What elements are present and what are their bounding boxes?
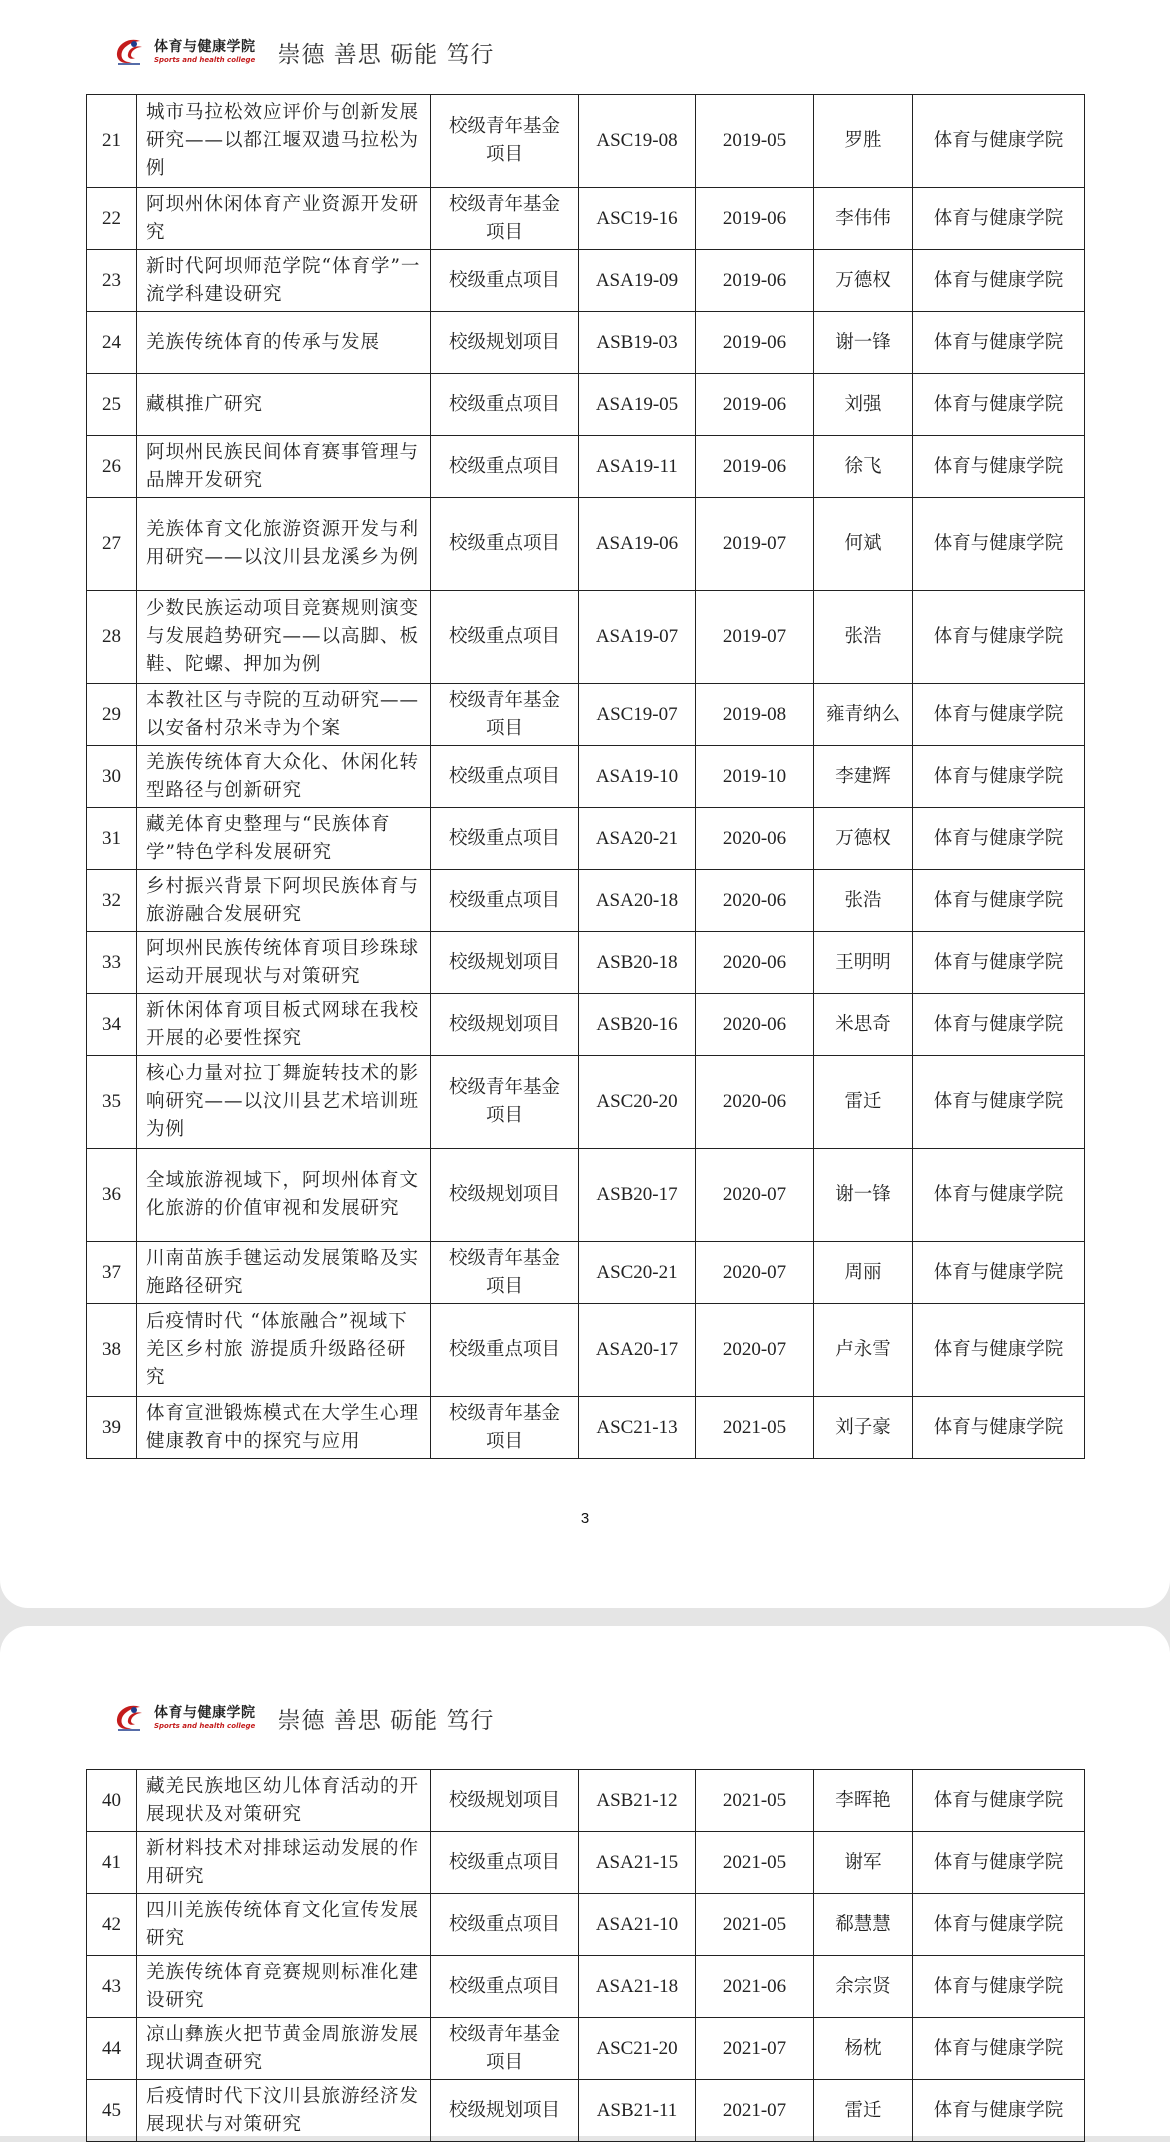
- row-number: 32: [87, 870, 137, 932]
- project-unit: 体育与健康学院: [913, 1894, 1085, 1956]
- project-leader: 李建辉: [814, 746, 913, 808]
- project-date: 2020-07: [696, 1242, 814, 1304]
- project-type: 校级规划项目: [431, 1149, 579, 1242]
- project-leader: 周丽: [814, 1242, 913, 1304]
- row-number: 38: [87, 1304, 137, 1397]
- project-unit: 体育与健康学院: [913, 870, 1085, 932]
- project-date: 2019-06: [696, 312, 814, 374]
- table-row: [87, 591, 1085, 684]
- project-type: 校级青年基金项目: [431, 2018, 579, 2080]
- project-code: ASA21-18: [579, 1956, 696, 2018]
- project-table: [86, 1769, 1085, 2142]
- row-number: 25: [87, 374, 137, 436]
- row-number: 43: [87, 1956, 137, 2018]
- project-code: ASA20-17: [579, 1304, 696, 1397]
- project-date: 2020-07: [696, 1304, 814, 1397]
- project-unit: 体育与健康学院: [913, 2080, 1085, 2142]
- project-unit: 体育与健康学院: [913, 808, 1085, 870]
- project-table: [86, 94, 1085, 1459]
- table-row: [87, 870, 1085, 932]
- row-number: 24: [87, 312, 137, 374]
- project-code: ASA19-10: [579, 746, 696, 808]
- table-row: [87, 188, 1085, 250]
- project-date: 2021-07: [696, 2080, 814, 2142]
- project-type: 校级重点项目: [431, 1304, 579, 1397]
- table-row: [87, 1304, 1085, 1397]
- project-unit: 体育与健康学院: [913, 2018, 1085, 2080]
- project-type: 校级重点项目: [431, 1894, 579, 1956]
- project-unit: 体育与健康学院: [913, 1397, 1085, 1459]
- logo-chinese-name: 体育与健康学院: [154, 39, 256, 55]
- project-leader: 张浩: [814, 591, 913, 684]
- table-row: [87, 684, 1085, 746]
- project-title: 少数民族运动项目竞赛规则演变与发展趋势研究——以高脚、板鞋、陀螺、押加为例: [137, 591, 431, 684]
- project-leader: 李晖艳: [814, 1770, 913, 1832]
- project-unit: 体育与健康学院: [913, 188, 1085, 250]
- table-row: [87, 808, 1085, 870]
- row-number: 37: [87, 1242, 137, 1304]
- project-code: ASC19-08: [579, 95, 696, 188]
- project-unit: 体育与健康学院: [913, 250, 1085, 312]
- project-title: 川南苗族手毽运动发展策略及实施路径研究: [137, 1242, 431, 1304]
- project-code: ASA19-06: [579, 498, 696, 591]
- project-leader: 李伟伟: [814, 188, 913, 250]
- project-title: 城市马拉松效应评价与创新发展研究——以都江堰双遗马拉松为例: [137, 95, 431, 188]
- project-title: 全域旅游视域下，阿坝州体育文化旅游的价值审视和发展研究: [137, 1149, 431, 1242]
- project-date: 2019-05: [696, 95, 814, 188]
- table-row: [87, 994, 1085, 1056]
- project-title: 藏棋推广研究: [137, 374, 431, 436]
- project-type: 校级青年基金项目: [431, 188, 579, 250]
- project-leader: 卢永雪: [814, 1304, 913, 1397]
- project-leader: 万德权: [814, 808, 913, 870]
- project-code: ASA19-05: [579, 374, 696, 436]
- project-unit: 体育与健康学院: [913, 1770, 1085, 1832]
- project-code: ASA19-11: [579, 436, 696, 498]
- project-unit: 体育与健康学院: [913, 591, 1085, 684]
- project-type: 校级青年基金项目: [431, 1397, 579, 1459]
- table-row: [87, 932, 1085, 994]
- project-unit: 体育与健康学院: [913, 1304, 1085, 1397]
- project-type: 校级青年基金项目: [431, 95, 579, 188]
- row-number: 29: [87, 684, 137, 746]
- row-number: 23: [87, 250, 137, 312]
- project-title: 体育宣泄锻炼模式在大学生心理健康教育中的探究与应用: [137, 1397, 431, 1459]
- project-type: 校级规划项目: [431, 1770, 579, 1832]
- project-unit: 体育与健康学院: [913, 1956, 1085, 2018]
- college-logo: [112, 35, 256, 69]
- table-row: [87, 374, 1085, 436]
- table-row: [87, 498, 1085, 591]
- table-row: [87, 1056, 1085, 1149]
- project-title: 羌族传统体育大众化、休闲化转型路径与创新研究: [137, 746, 431, 808]
- row-number: 40: [87, 1770, 137, 1832]
- project-date: 2019-07: [696, 591, 814, 684]
- project-title: 凉山彝族火把节黄金周旅游发展现状调查研究: [137, 2018, 431, 2080]
- project-code: ASA20-21: [579, 808, 696, 870]
- project-code: ASA21-10: [579, 1894, 696, 1956]
- row-number: 28: [87, 591, 137, 684]
- project-date: 2021-05: [696, 1770, 814, 1832]
- project-title: 阿坝州休闲体育产业资源开发研究: [137, 188, 431, 250]
- project-leader: 刘子豪: [814, 1397, 913, 1459]
- table-row: [87, 1770, 1085, 1832]
- project-unit: 体育与健康学院: [913, 374, 1085, 436]
- project-date: 2019-06: [696, 250, 814, 312]
- row-number: 33: [87, 932, 137, 994]
- table-row: [87, 746, 1085, 808]
- project-code: ASA20-18: [579, 870, 696, 932]
- project-title: 乡村振兴背景下阿坝民族体育与旅游融合发展研究: [137, 870, 431, 932]
- row-number: 26: [87, 436, 137, 498]
- row-number: 35: [87, 1056, 137, 1149]
- project-title: 新材料技术对排球运动发展的作用研究: [137, 1832, 431, 1894]
- project-code: ASC19-16: [579, 188, 696, 250]
- project-date: 2021-05: [696, 1397, 814, 1459]
- project-title: 后疫情时代下汶川县旅游经济发展现状与对策研究: [137, 2080, 431, 2142]
- project-leader: 雍青纳么: [814, 684, 913, 746]
- project-date: 2021-06: [696, 1956, 814, 2018]
- row-number: 39: [87, 1397, 137, 1459]
- project-title: 藏羌体育史整理与“民族体育学”特色学科发展研究: [137, 808, 431, 870]
- project-unit: 体育与健康学院: [913, 95, 1085, 188]
- project-unit: 体育与健康学院: [913, 684, 1085, 746]
- row-number: 30: [87, 746, 137, 808]
- project-type: 校级重点项目: [431, 374, 579, 436]
- table-row: [87, 1956, 1085, 2018]
- row-number: 21: [87, 95, 137, 188]
- project-leader: 张浩: [814, 870, 913, 932]
- row-number: 44: [87, 2018, 137, 2080]
- table-row: [87, 1149, 1085, 1242]
- project-title: 新时代阿坝师范学院“体育学”一流学科建设研究: [137, 250, 431, 312]
- project-leader: 徐飞: [814, 436, 913, 498]
- project-unit: 体育与健康学院: [913, 498, 1085, 591]
- table-row: [87, 436, 1085, 498]
- project-unit: 体育与健康学院: [913, 1056, 1085, 1149]
- logo-english-name: Sports and health college: [154, 1722, 256, 1730]
- project-code: ASA19-07: [579, 591, 696, 684]
- project-unit: 体育与健康学院: [913, 746, 1085, 808]
- project-type: 校级重点项目: [431, 746, 579, 808]
- project-leader: 何斌: [814, 498, 913, 591]
- project-unit: 体育与健康学院: [913, 436, 1085, 498]
- row-number: 41: [87, 1832, 137, 1894]
- project-code: ASC20-21: [579, 1242, 696, 1304]
- table-row: [87, 1894, 1085, 1956]
- project-title: 本教社区与寺院的互动研究——以安备村尕米寺为个案: [137, 684, 431, 746]
- project-type: 校级重点项目: [431, 591, 579, 684]
- project-leader: 刘强: [814, 374, 913, 436]
- college-logo: [112, 1701, 256, 1735]
- project-code: ASC21-13: [579, 1397, 696, 1459]
- project-type: 校级青年基金项目: [431, 684, 579, 746]
- project-leader: 谢一锋: [814, 312, 913, 374]
- project-title: 藏羌民族地区幼儿体育活动的开展现状及对策研究: [137, 1770, 431, 1832]
- project-type: 校级重点项目: [431, 808, 579, 870]
- project-title: 羌族体育文化旅游资源开发与利用研究——以汶川县龙溪乡为例: [137, 498, 431, 591]
- document-page-4: [0, 1626, 1170, 2136]
- project-date: 2020-07: [696, 1149, 814, 1242]
- project-title: 羌族传统体育竞赛规则标准化建设研究: [137, 1956, 431, 2018]
- project-unit: 体育与健康学院: [913, 1832, 1085, 1894]
- project-leader: 米思奇: [814, 994, 913, 1056]
- project-type: 校级重点项目: [431, 250, 579, 312]
- row-number: 42: [87, 1894, 137, 1956]
- project-date: 2020-06: [696, 932, 814, 994]
- project-date: 2019-07: [696, 498, 814, 591]
- project-leader: 罗胜: [814, 95, 913, 188]
- project-unit: 体育与健康学院: [913, 312, 1085, 374]
- project-type: 校级规划项目: [431, 932, 579, 994]
- project-type: 校级重点项目: [431, 1832, 579, 1894]
- table-row: [87, 2080, 1085, 2142]
- project-leader: 杨枕: [814, 2018, 913, 2080]
- project-type: 校级规划项目: [431, 994, 579, 1056]
- project-date: 2019-10: [696, 746, 814, 808]
- project-code: ASA19-09: [579, 250, 696, 312]
- row-number: 36: [87, 1149, 137, 1242]
- project-date: 2020-06: [696, 1056, 814, 1149]
- project-type: 校级重点项目: [431, 436, 579, 498]
- project-code: ASC20-20: [579, 1056, 696, 1149]
- project-date: 2019-08: [696, 684, 814, 746]
- project-type: 校级重点项目: [431, 1956, 579, 2018]
- project-leader: 谢一锋: [814, 1149, 913, 1242]
- project-date: 2021-07: [696, 2018, 814, 2080]
- project-leader: 雷迁: [814, 2080, 913, 2142]
- project-date: 2021-05: [696, 1832, 814, 1894]
- project-code: ASB20-17: [579, 1149, 696, 1242]
- project-date: 2019-06: [696, 436, 814, 498]
- project-code: ASB21-12: [579, 1770, 696, 1832]
- project-date: 2019-06: [696, 374, 814, 436]
- project-title: 羌族传统体育的传承与发展: [137, 312, 431, 374]
- project-leader: 余宗贤: [814, 1956, 913, 2018]
- project-unit: 体育与健康学院: [913, 1149, 1085, 1242]
- project-unit: 体育与健康学院: [913, 1242, 1085, 1304]
- project-type: 校级青年基金项目: [431, 1242, 579, 1304]
- row-number: 34: [87, 994, 137, 1056]
- logo-english-name: Sports and health college: [154, 56, 256, 64]
- project-date: 2020-06: [696, 870, 814, 932]
- table-row: [87, 2018, 1085, 2080]
- project-title: 阿坝州民族民间体育赛事管理与品牌开发研究: [137, 436, 431, 498]
- project-title: 新休闲体育项目板式网球在我校开展的必要性探究: [137, 994, 431, 1056]
- page-number: 3: [580, 1510, 590, 1527]
- project-date: 2021-05: [696, 1894, 814, 1956]
- project-leader: 万德权: [814, 250, 913, 312]
- table-row: [87, 312, 1085, 374]
- row-number: 27: [87, 498, 137, 591]
- project-title: 阿坝州民族传统体育项目珍珠球运动开展现状与对策研究: [137, 932, 431, 994]
- project-code: ASC19-07: [579, 684, 696, 746]
- project-type: 校级重点项目: [431, 498, 579, 591]
- project-code: ASA21-15: [579, 1832, 696, 1894]
- table-row: [87, 250, 1085, 312]
- project-title: 四川羌族传统体育文化宣传发展研究: [137, 1894, 431, 1956]
- project-code: ASB20-18: [579, 932, 696, 994]
- project-type: 校级青年基金项目: [431, 1056, 579, 1149]
- row-number: 31: [87, 808, 137, 870]
- project-leader: 郗慧慧: [814, 1894, 913, 1956]
- project-code: ASB21-11: [579, 2080, 696, 2142]
- table-row: [87, 1397, 1085, 1459]
- project-type: 校级规划项目: [431, 312, 579, 374]
- project-type: 校级重点项目: [431, 870, 579, 932]
- project-code: ASB20-16: [579, 994, 696, 1056]
- college-motto: 崇德 善思 砺能 笃行: [277, 41, 495, 68]
- college-motto: 崇德 善思 砺能 笃行: [277, 1707, 495, 1734]
- project-unit: 体育与健康学院: [913, 932, 1085, 994]
- project-leader: 雷迁: [814, 1056, 913, 1149]
- table-row: [87, 1242, 1085, 1304]
- project-title: 后疫情时代 “体旅融合”视域下羌区乡村旅 游提质升级路径研究: [137, 1304, 431, 1397]
- table-row: [87, 1832, 1085, 1894]
- logo-chinese-name: 体育与健康学院: [154, 1705, 256, 1721]
- project-type: 校级规划项目: [431, 2080, 579, 2142]
- project-code: ASC21-20: [579, 2018, 696, 2080]
- row-number: 22: [87, 188, 137, 250]
- table-row: [87, 95, 1085, 188]
- college-emblem-icon: [112, 35, 146, 69]
- row-number: 45: [87, 2080, 137, 2142]
- page-header: [112, 32, 494, 72]
- project-leader: 谢军: [814, 1832, 913, 1894]
- project-leader: 王明明: [814, 932, 913, 994]
- project-code: ASB19-03: [579, 312, 696, 374]
- college-emblem-icon: [112, 1701, 146, 1735]
- project-title: 核心力量对拉丁舞旋转技术的影响研究——以汶川县艺术培训班为例: [137, 1056, 431, 1149]
- project-date: 2020-06: [696, 808, 814, 870]
- page-header: [112, 1698, 494, 1738]
- project-date: 2019-06: [696, 188, 814, 250]
- project-unit: 体育与健康学院: [913, 994, 1085, 1056]
- project-date: 2020-06: [696, 994, 814, 1056]
